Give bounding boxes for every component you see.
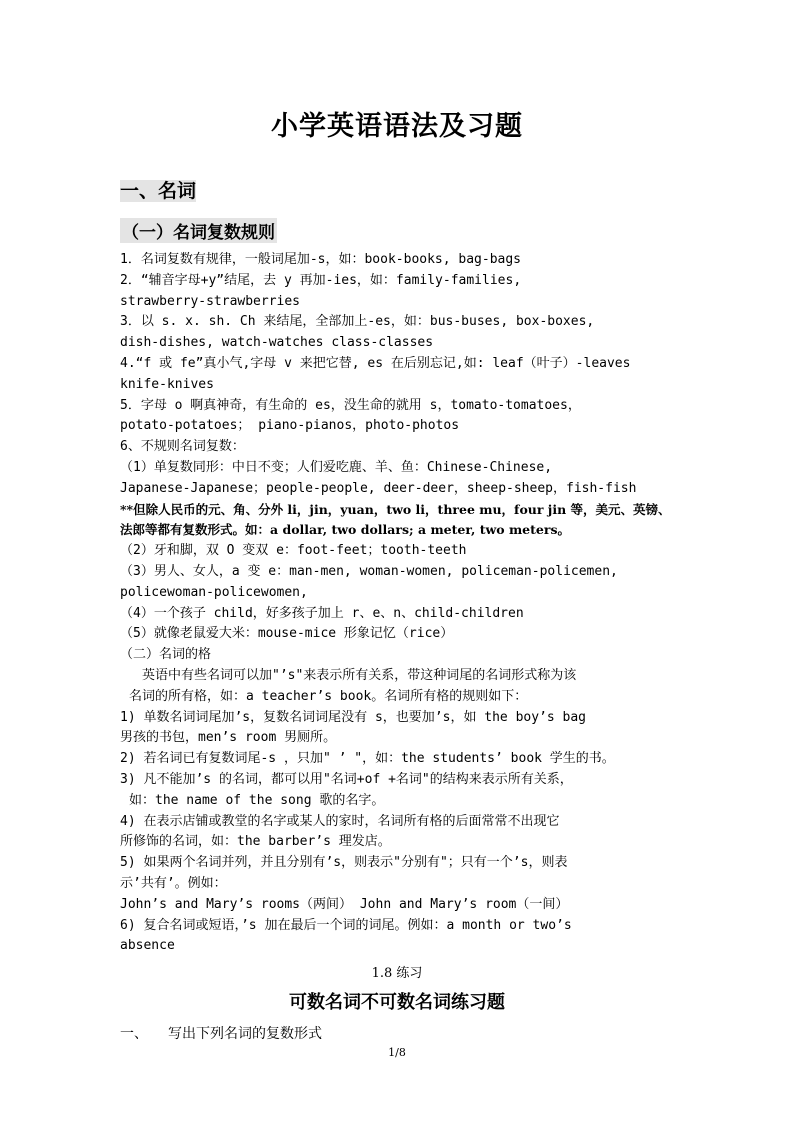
text-line: strawberry-strawberries [120,293,301,309]
text-line: John’s and Mary’s rooms（两间） John and Mary’s room（一间） [120,896,569,912]
section-heading-text: 一、名词 [120,180,197,202]
text-line: 3．以 s. x. sh. Ch 来结尾，全部加上-es，如：bus-buses, box-boxes, [120,314,595,330]
text-line: （2）牙和脚，双 O 变双 e：foot-feet；tooth-teeth [120,543,467,559]
exercise-item [120,1023,322,1043]
text-line: 英语中有些名词可以加"’s"来表示所有关系，带这种词尾的名词形式称为该 [142,667,577,683]
text-line: 男孩的书包，men’s room 男厕所。 [120,730,337,746]
section-heading [120,176,196,203]
text-line: 1．名词复数有规律，一般词尾加-s，如：book-books, bag-bags [120,252,522,267]
text-line: 3) 凡不能加’s 的名词，都可以用"名词+of +名词"的结构来表示所有关系， [120,771,573,787]
text-line: （3）男人、女人，a 变 e：man-men, woman-women, policeman-policemen, [120,563,618,579]
text-line: 6、不规则名词复数： [120,439,245,455]
caption: 1.8 练习 [371,966,423,981]
text-line: 1) 单数名词词尾加’s，复数名词词尾没有 s，也要加’s，如 the boy’s bag [120,709,587,725]
text-line: 4.“f 或 fe”真小气,字母 v 来把它替, es 在后别忘记,如: leaf（叶子）-leaves [120,355,631,371]
body-text [120,250,680,957]
text-line: dish-dishes, watch-watches class-classes [120,335,434,351]
text-line: 4) 在表示店铺或教堂的名字或某人的家时，名词所有格的后面常常不出现它 [120,813,560,829]
text-line: potato-potatoes； piano-pianos，photo-photos [120,418,460,434]
text-line: 2) 若名词已有复数词尾-s ，只加" ’ "，如：the students’ book 学生的书。 [120,751,615,767]
exercise-text: 写出下列名词的复数形式 [168,1026,322,1042]
text-line: 5) 如果两个名词并列，并且分别有’s，则表示"分别有"；只有一个’s，则表 [120,855,568,871]
text-line: 名词的所有格，如：a teacher’s book。名词所有格的规则如下： [129,688,528,704]
text-line: absence [120,938,175,954]
exercise-number: 一、 [120,1026,148,1042]
text-line: （1）单复数同形：中日不变；人们爱吃鹿、羊、鱼：Chinese-Chinese, [120,459,553,475]
page-title: 小学英语语法及习题 [271,111,523,142]
text-line: policewoman-policewomen, [120,584,308,600]
text-line: knife-knives [120,376,214,392]
text-line: 如：the name of the song 歌的名字。 [129,792,385,808]
text-line: （4）一个孩子 child，好多孩子加上 r、e、n、child-children [120,605,524,621]
text-line: 所修饰的名词，如：the barber’s 理发店。 [120,834,391,850]
text-line: 2．“辅音字母+y”结尾，去 y 再加-ies，如：family-families, [120,272,522,288]
text-line: 示’共有’。例如： [120,875,227,891]
text-line: （5）就像老鼠爱大米：mouse-mice 形象记忆（rice） [120,626,454,642]
subsection-line: （二）名词的格 [120,647,212,663]
text-line: Japanese-Japanese；people-people, deer-deer，sheep-sheep，fish-fish [120,480,637,496]
page-number: 1/8 [388,1046,406,1059]
exercise-title: 可数名词不可数名词练习题 [289,992,505,1013]
subsection-heading: （一）名词复数规则 [120,218,277,243]
bold-note-line: **但除人民币的元、角、分外 li，jin，yuan，two li，three mu，four jin 等，美元、英镑、 [120,501,671,517]
bold-note-line: 法郎等都有复数形式。如：a dollar, two dollars; a meter, two meters。 [120,522,570,538]
text-line: 6) 复合名词或短语，’s 加在最后一个词的词尾。例如：a month or two’s [120,917,572,933]
text-line: 5．字母 o 啊真神奇，有生命的 es，没生命的就用 s，tomato-tomatoes， [120,397,581,413]
